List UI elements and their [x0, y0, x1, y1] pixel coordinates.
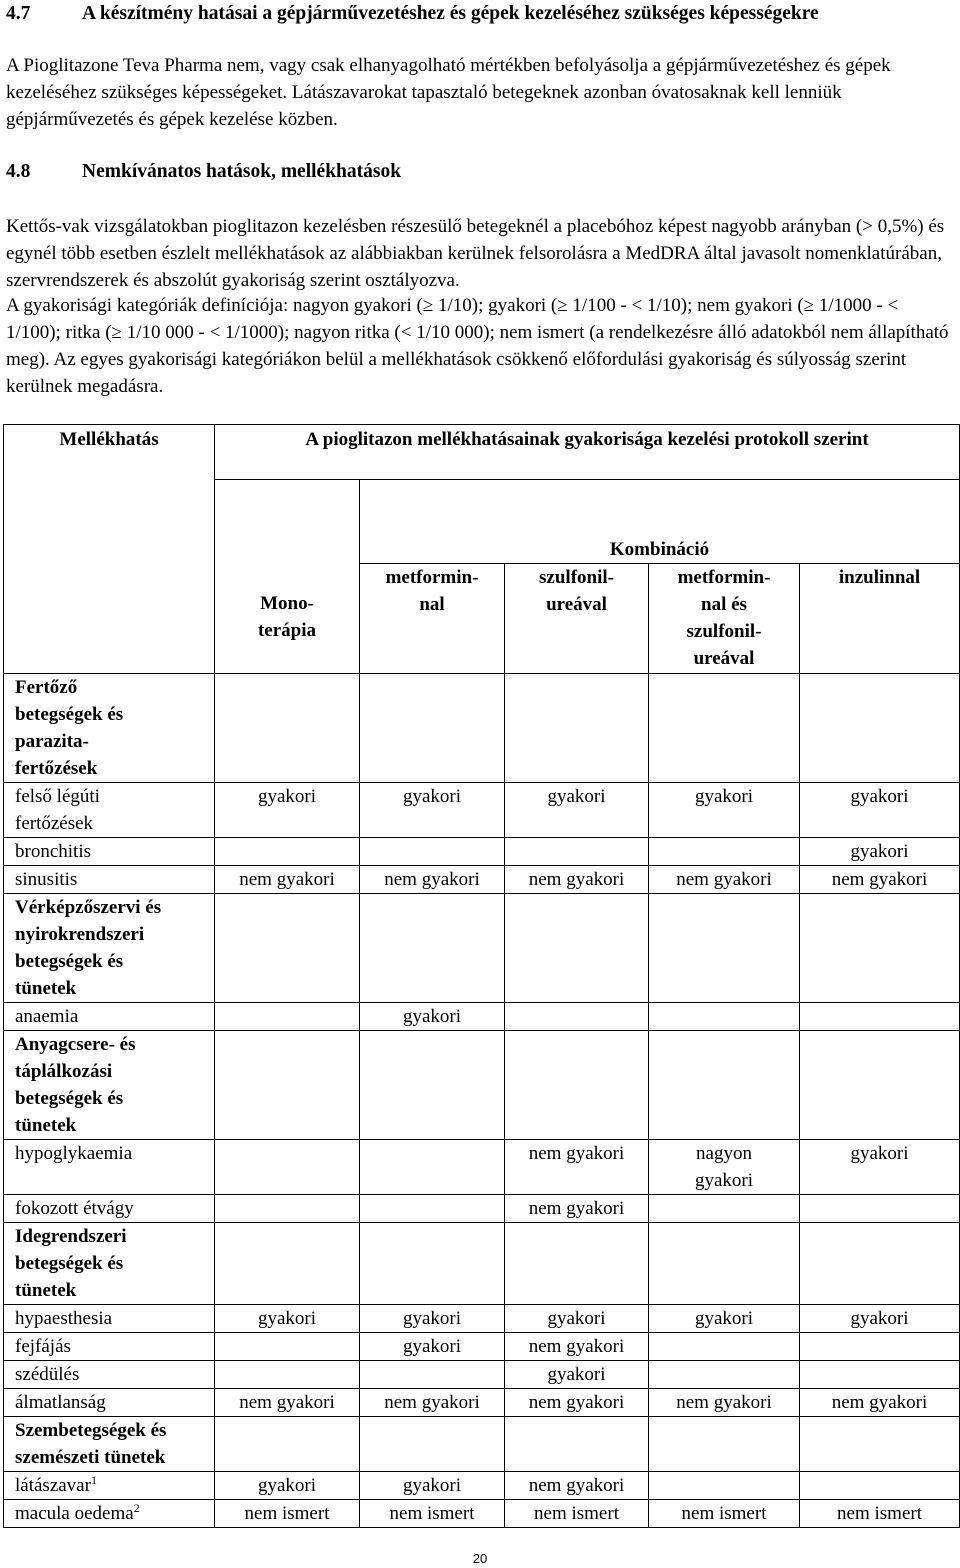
frequency-cell: [800, 1223, 960, 1305]
reaction-label: [4, 1500, 215, 1528]
frequency-value: nem ismert: [681, 1503, 767, 1524]
frequency-cell: [505, 1361, 649, 1389]
page-number: 20: [472, 1551, 488, 1566]
frequency-cell: [505, 894, 649, 1003]
frequency-value: gyakori: [850, 1308, 909, 1329]
section-title: A készítmény hatásai a gépjárművezetéshez és gépek kezeléséhez szükséges képességekre: [82, 3, 819, 24]
frequency-cell: [649, 1389, 800, 1417]
frequency-cell: [800, 1417, 960, 1472]
frequency-cell: [649, 1472, 800, 1500]
frequency-value: nem ismert: [534, 1503, 619, 1524]
frequency-cell: [215, 894, 360, 1003]
frequency-cell: [215, 1003, 360, 1031]
reaction-label: [4, 1389, 215, 1417]
frequency-cell: [360, 783, 505, 838]
frequency-cell: [360, 1389, 505, 1417]
frequency-value: nem gyakori: [528, 869, 625, 890]
header-frequency-by-protocol: A pioglitazon mellékhatásainak gyakorisága kezelési protokoll szerint: [215, 425, 960, 480]
frequency-cell: [215, 1389, 360, 1417]
frequency-cell: [649, 1361, 800, 1389]
frequency-value: gyakori: [402, 1006, 462, 1027]
frequency-value: nem gyakori: [528, 1143, 625, 1164]
frequency-cell: [800, 894, 960, 1003]
frequency-cell: [360, 1361, 505, 1389]
reaction-label: [4, 783, 215, 838]
section-title: Nemkívánatos hatások, mellékhatások: [82, 161, 402, 182]
frequency-cell: [649, 1333, 800, 1361]
frequency-cell: [800, 1305, 960, 1333]
frequency-value: gyakori: [850, 841, 909, 862]
frequency-cell: [649, 1195, 800, 1223]
table-row: [4, 838, 960, 866]
frequency-cell: [215, 1361, 360, 1389]
frequency-cell: [649, 1140, 800, 1195]
section-4-7-heading: [6, 0, 819, 27]
table-row: [4, 1361, 960, 1389]
table-row: [4, 1195, 960, 1223]
frequency-cell: [505, 1333, 649, 1361]
frequency-cell: [800, 1389, 960, 1417]
frequency-cell: [505, 1417, 649, 1472]
frequency-definitions: A gyakorisági kategóriák definíciója: nagyon gyakori (≥ 1/10); gyakori (≥ 1/100 - < 1/10); nem gyakori (≥ 1/1000 - < 1/100); ritka (≥ 1/10 000 - < 1/1000); nagyon ritka (< 1/10 000); nem ismert (a rendelkezésre álló adatokból nem állapítható meg). Az egyes gyakorisági kategóriákon belül a mellékhatások csökkenő előfordulási gyakoriság és súlyosság szerint kerülnek megadásra.: [6, 295, 949, 397]
frequency-value: nem ismert: [244, 1503, 330, 1524]
frequency-cell: [505, 866, 649, 894]
organ-class-row: [4, 1223, 960, 1305]
section-number: 4.7: [6, 3, 31, 24]
frequency-cell: [215, 674, 360, 783]
reaction-label: [4, 1140, 215, 1195]
frequency-value: gyakori: [402, 1308, 462, 1329]
frequency-cell: [800, 1333, 960, 1361]
frequency-value: nagyon gyakori: [694, 1143, 754, 1191]
frequency-cell: [215, 1140, 360, 1195]
reaction-label-text: álmatlanság: [15, 1392, 106, 1413]
section-number: 4.8: [6, 161, 31, 182]
reaction-label: [4, 1195, 215, 1223]
reaction-label: [4, 866, 215, 894]
reaction-label-text: anaemia: [15, 1006, 79, 1027]
frequency-cell: [360, 1500, 505, 1528]
frequency-cell: [800, 1003, 960, 1031]
table-row: [4, 1472, 960, 1500]
frequency-cell: [649, 1500, 800, 1528]
frequency-cell: [215, 1031, 360, 1140]
frequency-cell: [360, 1223, 505, 1305]
organ-class-row: [4, 1031, 960, 1140]
frequency-cell: [800, 1140, 960, 1195]
section-4-8-intro: Kettős-vak vizsgálatokban pioglitazon kezelésben részesülő betegeknél a placebóhoz képest nagyobb arányban (> 0,5%) és egynél több esetben észlelt mellékhatások az alábbiakban kerülnek felsorolásra a MedDRA által javasolt nomenklatúrában, szervrendszerek és abszolút gyakoriság szerint osztályozva.: [6, 216, 945, 291]
frequency-value: gyakori: [547, 1308, 606, 1329]
header-metformin-sulfonylurea: [649, 564, 800, 674]
frequency-cell: [215, 838, 360, 866]
frequency-value: nem gyakori: [528, 1392, 625, 1413]
organ-class-row: [4, 674, 960, 783]
frequency-cell: [505, 1472, 649, 1500]
organ-class-label: [4, 1031, 215, 1140]
reaction-label-text: Vérképzőszervi és nyirokrendszeri betegségek és tünetek: [15, 897, 162, 999]
reaction-label-text: Fertőző betegségek és parazita- fertőzések: [15, 677, 124, 779]
frequency-cell: [800, 783, 960, 838]
header-adverse-reaction: Mellékhatás: [4, 425, 215, 674]
frequency-cell: [505, 783, 649, 838]
frequency-cell: [800, 1361, 960, 1389]
frequency-cell: [505, 1003, 649, 1031]
frequency-cell: [649, 1031, 800, 1140]
frequency-cell: [649, 1417, 800, 1472]
reaction-label: [4, 1472, 215, 1500]
table-row: [4, 1140, 960, 1195]
frequency-cell: [649, 1003, 800, 1031]
table-row: [4, 866, 960, 894]
reaction-label: [4, 1361, 215, 1389]
header-monotherapy: [215, 480, 360, 674]
reaction-label-text: hypaesthesia: [15, 1308, 113, 1329]
adverse-reactions-table: [3, 424, 960, 1528]
frequency-cell: [505, 1389, 649, 1417]
reaction-label-text: Szembetegségek és szemészeti tünetek: [15, 1420, 167, 1468]
table-row: [4, 1333, 960, 1361]
organ-class-label: [4, 1223, 215, 1305]
frequency-cell: [800, 1472, 960, 1500]
reaction-label-text: hypoglykaemia: [15, 1143, 133, 1164]
reaction-label-text: macula oedema: [15, 1503, 134, 1524]
frequency-value: gyakori: [402, 786, 462, 807]
header-insulin-label: inzulinnal: [838, 567, 921, 588]
organ-class-label: [4, 894, 215, 1003]
organ-class-row: [4, 1417, 960, 1472]
organ-class-row: [4, 894, 960, 1003]
frequency-cell: [215, 1472, 360, 1500]
frequency-value: gyakori: [694, 786, 754, 807]
frequency-value: nem gyakori: [384, 869, 480, 890]
reaction-label-text: fokozott étvágy: [15, 1198, 134, 1219]
frequency-value: nem gyakori: [831, 1392, 928, 1413]
table-row: [4, 783, 960, 838]
frequency-value: gyakori: [257, 1475, 317, 1496]
frequency-cell: [649, 866, 800, 894]
header-metformin-sulfonylurea-label: metformin- nal és szulfonil- ureával: [677, 567, 771, 669]
frequency-cell: [800, 838, 960, 866]
frequency-cell: [215, 1223, 360, 1305]
frequency-value: nem gyakori: [676, 1392, 772, 1413]
frequency-cell: [360, 894, 505, 1003]
frequency-cell: [649, 783, 800, 838]
header-insulin: [800, 564, 960, 674]
reaction-label: [4, 1305, 215, 1333]
frequency-cell: [505, 1031, 649, 1140]
frequency-cell: [360, 838, 505, 866]
frequency-value: nem gyakori: [831, 869, 928, 890]
frequency-value: gyakori: [402, 1336, 462, 1357]
frequency-cell: [360, 1140, 505, 1195]
reaction-label-text: bronchitis: [15, 841, 91, 862]
frequency-value: nem gyakori: [384, 1392, 480, 1413]
frequency-value: gyakori: [850, 1143, 909, 1164]
frequency-cell: [649, 838, 800, 866]
table-row: [4, 1389, 960, 1417]
frequency-cell: [360, 1333, 505, 1361]
frequency-cell: [505, 674, 649, 783]
frequency-value: gyakori: [257, 1308, 317, 1329]
frequency-value: nem gyakori: [239, 869, 335, 890]
frequency-cell: [800, 1031, 960, 1140]
frequency-cell: [800, 674, 960, 783]
reaction-label-text: látászavar: [15, 1475, 91, 1496]
frequency-cell: [215, 1417, 360, 1472]
frequency-value: gyakori: [402, 1475, 462, 1496]
frequency-cell: [800, 866, 960, 894]
header-metformin-label: metformin- nal: [385, 567, 479, 615]
frequency-cell: [360, 1417, 505, 1472]
reaction-label-text: fejfájás: [15, 1336, 71, 1357]
frequency-cell: [215, 1333, 360, 1361]
frequency-cell: [360, 1031, 505, 1140]
frequency-cell: [505, 1500, 649, 1528]
section-4-7-text: A Pioglitazone Teva Pharma nem, vagy csak elhanyagolható mértékben befolyásolja a gépjárművezetéshez és gépek kezeléséhez szükséges képességeket. Látászavarokat tapasztaló betegeknek azonban óvatosaknak kell lenniük gépjárművezetés és gépek kezelése közben.: [6, 55, 891, 130]
frequency-cell: [649, 674, 800, 783]
footnote-marker: 2: [133, 1501, 140, 1515]
organ-class-label: [4, 1417, 215, 1472]
table-row: [4, 1500, 960, 1528]
frequency-cell: [215, 783, 360, 838]
header-monotherapy-label: Mono- terápia: [257, 593, 317, 641]
frequency-cell: [215, 1195, 360, 1223]
frequency-cell: [505, 838, 649, 866]
frequency-cell: [800, 1195, 960, 1223]
header-sulfonylurea-label: szulfonil- ureával: [539, 567, 614, 615]
frequency-cell: [505, 1223, 649, 1305]
reaction-label-text: Idegrendszeri betegségek és tünetek: [15, 1226, 127, 1301]
frequency-cell: [360, 1305, 505, 1333]
table-row: [4, 1305, 960, 1333]
reaction-label: [4, 1333, 215, 1361]
frequency-cell: [360, 674, 505, 783]
frequency-cell: [360, 1472, 505, 1500]
frequency-cell: [360, 1195, 505, 1223]
frequency-cell: [649, 1305, 800, 1333]
header-sulfonylurea: [505, 564, 649, 674]
frequency-value: nem gyakori: [528, 1198, 625, 1219]
section-4-8-heading: [6, 158, 401, 185]
table-row: [4, 1003, 960, 1031]
frequency-value: nem ismert: [389, 1503, 475, 1524]
frequency-cell: [215, 1500, 360, 1528]
reaction-label: [4, 1003, 215, 1031]
frequency-value: gyakori: [850, 786, 909, 807]
reaction-label-text: szédülés: [15, 1364, 80, 1385]
frequency-value: nem gyakori: [528, 1336, 625, 1357]
frequency-cell: [649, 1223, 800, 1305]
frequency-value: gyakori: [547, 1364, 606, 1385]
header-metformin: [360, 564, 505, 674]
reaction-label-text: Anyagcsere- és táplálkozási betegségek és tünetek: [15, 1034, 136, 1136]
reaction-label-text: felső légúti fertőzések: [15, 786, 100, 834]
frequency-cell: [505, 1195, 649, 1223]
frequency-cell: [505, 1305, 649, 1333]
organ-class-label: [4, 674, 215, 783]
frequency-value: nem gyakori: [528, 1475, 625, 1496]
frequency-value: gyakori: [694, 1308, 754, 1329]
footnote-marker: 1: [90, 1473, 97, 1487]
frequency-cell: [649, 894, 800, 1003]
frequency-cell: [360, 866, 505, 894]
frequency-cell: [215, 866, 360, 894]
frequency-cell: [505, 1140, 649, 1195]
reaction-label: [4, 838, 215, 866]
frequency-cell: [800, 1500, 960, 1528]
reaction-label-text: sinusitis: [15, 869, 78, 890]
frequency-value: nem gyakori: [239, 1392, 335, 1413]
header-combination: Kombináció: [360, 480, 960, 564]
frequency-cell: [360, 1003, 505, 1031]
frequency-value: gyakori: [257, 786, 317, 807]
frequency-cell: [215, 1305, 360, 1333]
frequency-value: nem ismert: [837, 1503, 922, 1524]
frequency-value: nem gyakori: [676, 869, 772, 890]
frequency-value: gyakori: [547, 786, 606, 807]
